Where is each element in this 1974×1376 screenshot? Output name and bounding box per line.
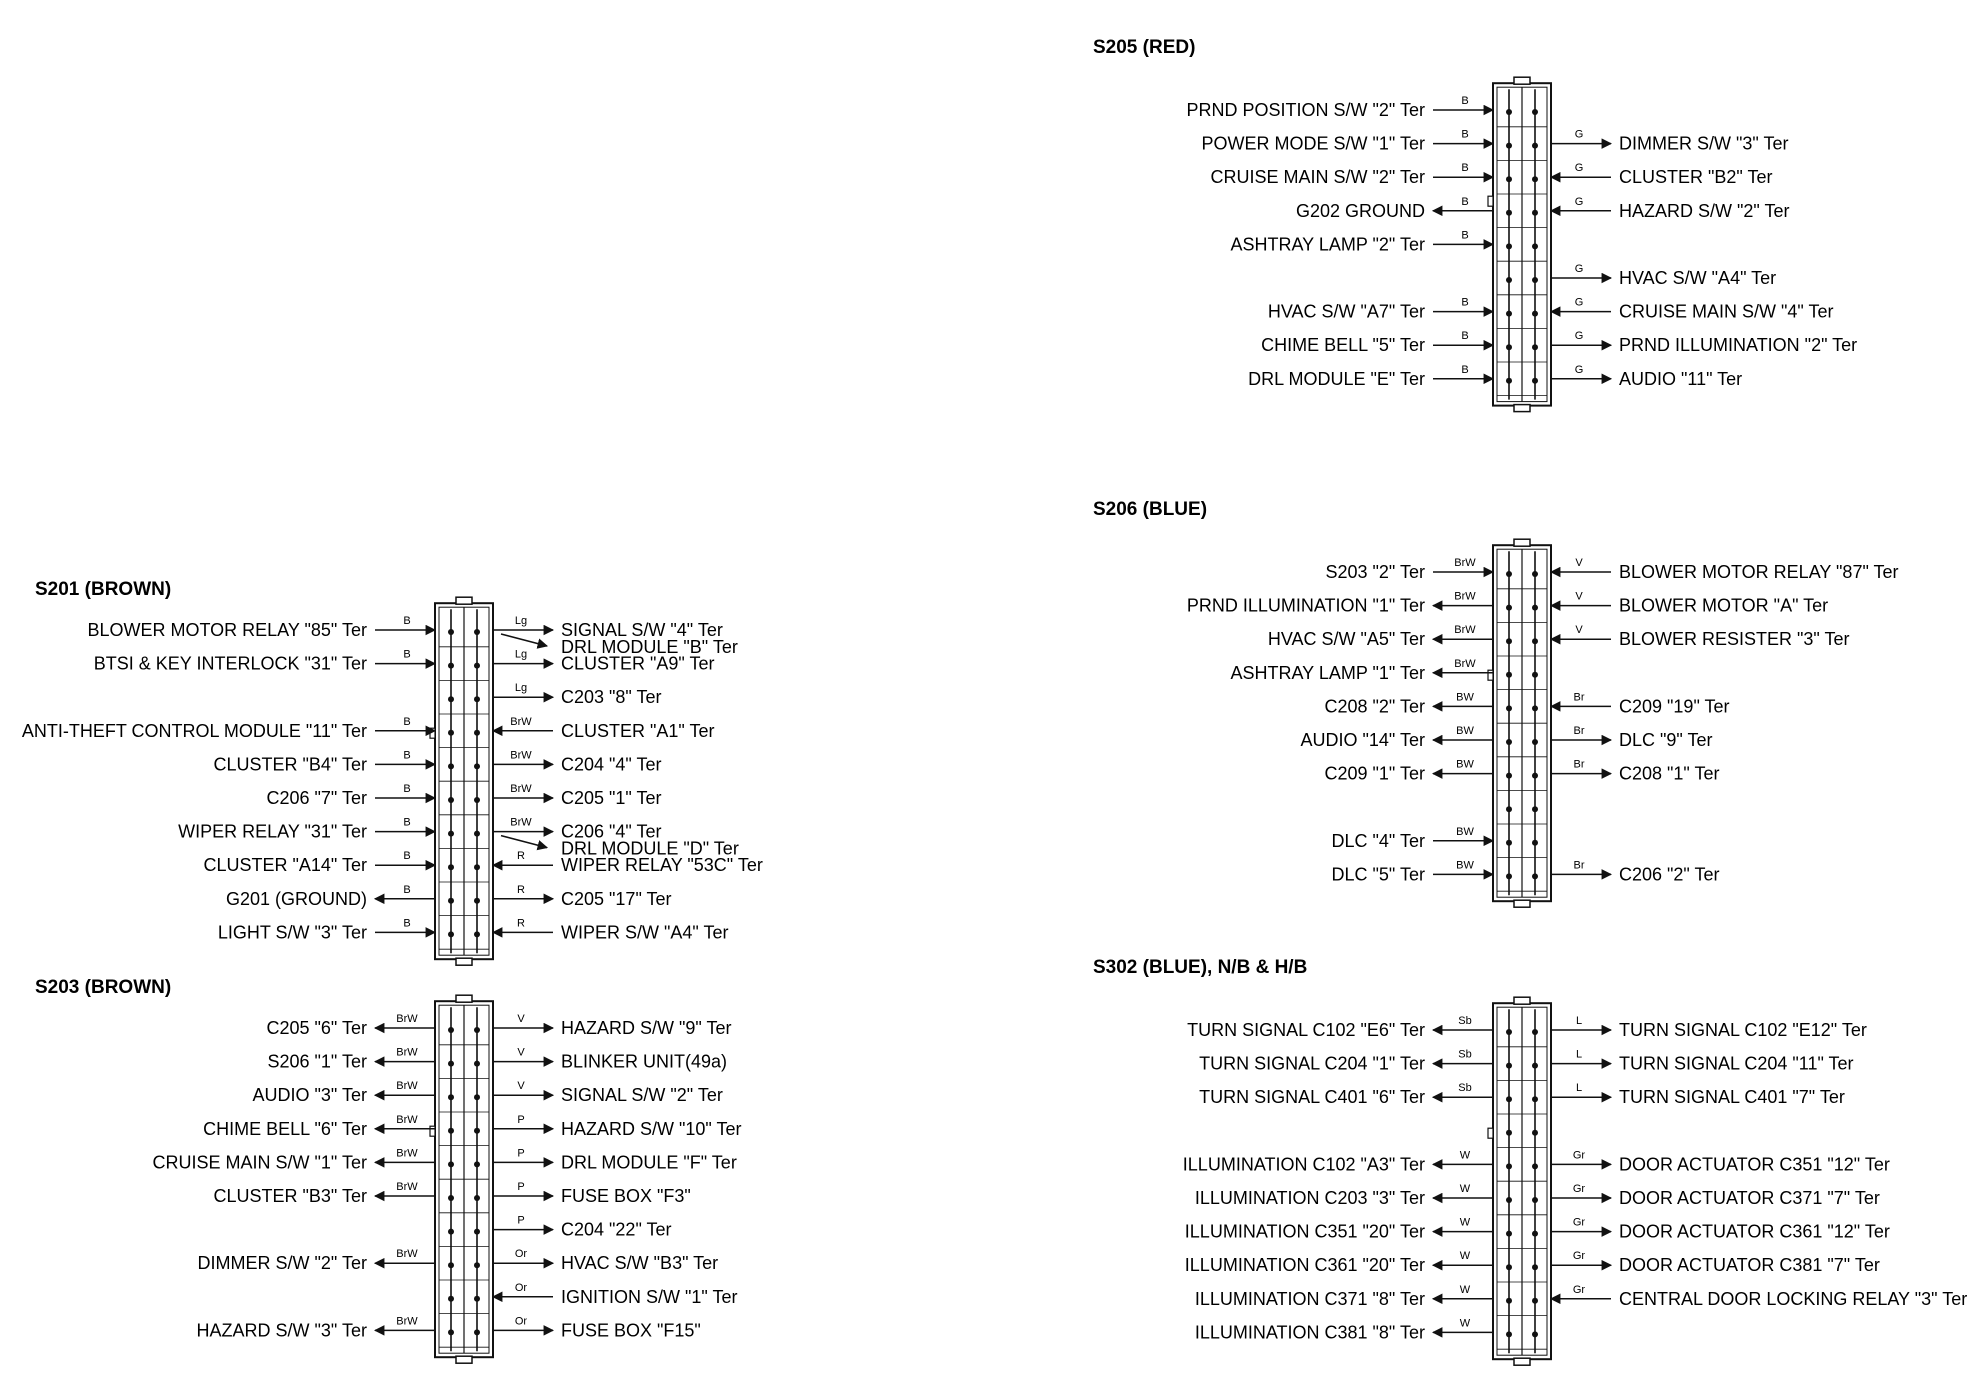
wire-destination-label: DOOR ACTUATOR C371 "7" Ter: [1619, 1188, 1880, 1208]
wire-left: [1195, 1317, 1493, 1342]
wire-branch-label: DRL MODULE "D" Ter: [561, 838, 739, 859]
wire-color-code: Sb: [1458, 1015, 1472, 1027]
wire-destination-label: CENTRAL DOOR LOCKING RELAY "3" Ter: [1619, 1288, 1968, 1309]
wire-destination-label: C209 "19" Ter: [1619, 696, 1730, 717]
wire-left: [1195, 1183, 1493, 1208]
wire-left: [266, 783, 435, 808]
wire-destination-label: TURN SIGNAL C102 "E6" Ter: [1187, 1020, 1425, 1040]
wire-right: [493, 1181, 691, 1206]
wire-destination-label: HVAC S/W "B3" Ter: [561, 1253, 719, 1274]
wire-color-code: BrW: [396, 1315, 418, 1328]
wire-right: [1551, 1149, 1890, 1174]
splice-s203: [35, 977, 741, 1363]
splice-title: S203 (BROWN): [35, 977, 172, 998]
wire-left: [1261, 330, 1493, 355]
wire-destination-label: TURN SIGNAL C204 "11" Ter: [1619, 1053, 1854, 1074]
wire-color-code: Sb: [1458, 1048, 1472, 1061]
wire-left: [253, 1080, 435, 1105]
wire-destination-label: BLINKER UNIT(49a): [561, 1051, 728, 1072]
wire-left: [1187, 1015, 1493, 1040]
wire-color-code: Br: [1573, 725, 1585, 737]
wire-color-code: R: [517, 917, 525, 930]
wire-right: [493, 1315, 701, 1340]
wire-destination-label: HAZARD S/W "9" Ter: [561, 1018, 732, 1038]
wire-color-code: V: [517, 1013, 525, 1025]
wire-destination-label: C204 "4" Ter: [561, 754, 662, 775]
wire-left: [1199, 1082, 1493, 1107]
wire-left: [87, 615, 435, 640]
wire-right: [1551, 691, 1730, 716]
wire-left: [1199, 1049, 1493, 1074]
wire-color-code: B: [1461, 95, 1469, 107]
wire-destination-label: CLUSTER "B4" Ter: [213, 754, 367, 775]
wire-color-code: B: [1461, 128, 1469, 141]
wire-color-code: V: [517, 1080, 525, 1093]
wire-color-code: W: [1459, 1216, 1471, 1229]
wire-right: [493, 716, 715, 741]
wire-destination-label: DOOR ACTUATOR C351 "12" Ter: [1619, 1154, 1890, 1175]
wire-color-code: B: [1461, 330, 1469, 343]
wire-left: [203, 1114, 435, 1139]
connector-body: [1488, 77, 1551, 411]
wire-right: [1551, 330, 1857, 355]
wire-left: [203, 850, 435, 875]
wire-right: [1551, 725, 1712, 750]
wire-left: [197, 1315, 435, 1340]
wire-destination-label: DLC "5" Ter: [1331, 864, 1425, 885]
wire-left: [1185, 1217, 1493, 1242]
wire-color-code: BrW: [1454, 624, 1476, 637]
wire-color-code: V: [1575, 624, 1583, 637]
wire-right: [1551, 1284, 1967, 1309]
wire-color-code: Gr: [1572, 1250, 1586, 1263]
wire-destination-label: C206 "2" Ter: [1619, 864, 1720, 885]
wire-right: [493, 1114, 741, 1139]
wire-color-code: BW: [1456, 758, 1474, 771]
wire-destination-label: C205 "6" Ter: [266, 1018, 367, 1038]
wire-destination-label: HAZARD S/W "2" Ter: [1619, 200, 1790, 221]
wire-color-code: Br: [1573, 758, 1585, 771]
wire-color-code: BrW: [396, 1046, 418, 1059]
wire-destination-label: CHIME BELL "5" Ter: [1261, 335, 1425, 356]
wire-color-code: Br: [1573, 691, 1585, 704]
wire-destination-label: HVAC S/W "A4" Ter: [1619, 268, 1777, 288]
wire-left: [1195, 1284, 1493, 1309]
wire-color-code: BrW: [396, 1080, 418, 1093]
wire-right: [493, 615, 738, 657]
wire-destination-label: PRND ILLUMINATION "2" Ter: [1619, 335, 1858, 356]
wire-left: [1202, 129, 1493, 154]
wire-color-code: BrW: [510, 816, 532, 829]
wire-destination-label: TURN SIGNAL C401 "7" Ter: [1619, 1087, 1845, 1108]
wire-color-code: P: [517, 1214, 525, 1227]
wire-color-code: Or: [514, 1315, 528, 1328]
wire-destination-label: CLUSTER "B2" Ter: [1619, 167, 1773, 188]
wire-left: [1325, 557, 1493, 582]
wire-color-code: B: [403, 816, 411, 829]
wire-color-code: Br: [1573, 859, 1585, 872]
connector-body: [1488, 539, 1551, 907]
wire-color-code: P: [517, 1113, 525, 1126]
wire-destination-label: CLUSTER "A1" Ter: [561, 720, 715, 741]
wire-destination-label: C204 "22" Ter: [561, 1219, 672, 1240]
wire-right: [1551, 297, 1833, 322]
wire-destination-label: CRUISE MAIN S/W "2" Ter: [1210, 167, 1425, 188]
wire-destination-label: HAZARD S/W "3" Ter: [196, 1320, 367, 1341]
wire-right: [1551, 162, 1773, 187]
wire-left: [214, 749, 436, 774]
wire-right: [493, 1013, 731, 1038]
wire-destination-label: DLC "4" Ter: [1331, 830, 1425, 851]
wire-color-code: BrW: [1454, 590, 1476, 603]
wire-destination-label: PRND ILLUMINATION "1" Ter: [1186, 595, 1425, 616]
wire-destination-label: BTSI & KEY INTERLOCK "31" Ter: [93, 653, 367, 674]
wire-left: [266, 1013, 435, 1038]
wire-destination-label: C206 "7" Ter: [266, 788, 367, 808]
splice-s206: [1093, 499, 1899, 907]
wire-color-code: B: [403, 648, 411, 661]
wire-color-code: V: [517, 1046, 525, 1059]
wire-color-code: W: [1459, 1250, 1471, 1263]
splice-title: S302 (BLUE), N/B & H/B: [1093, 957, 1308, 978]
wire-color-code: B: [403, 917, 411, 930]
wire-branch-label: DRL MODULE "B" Ter: [561, 637, 738, 657]
wire-color-code: B: [1461, 363, 1469, 376]
wire-destination-label: ILLUMINATION C361 "20" Ter: [1184, 1255, 1425, 1276]
wire-color-code: BW: [1456, 825, 1474, 838]
wire-color-code: V: [1575, 590, 1583, 603]
wire-color-code: B: [403, 883, 411, 896]
wire-left: [1301, 725, 1494, 750]
wire-destination-label: BLOWER MOTOR RELAY "87" Ter: [1619, 562, 1899, 582]
wire-left: [1183, 1149, 1493, 1174]
splice-title: S205 (RED): [1093, 37, 1196, 58]
wire-right: [1551, 1015, 1867, 1040]
wire-color-code: G: [1574, 263, 1584, 275]
wire-destination-label: G202 GROUND: [1295, 200, 1425, 221]
wire-right: [493, 749, 662, 774]
wire-color-code: Sb: [1458, 1082, 1472, 1095]
wire-right: [1551, 1082, 1845, 1107]
wire-color-code: Gr: [1572, 1149, 1586, 1162]
wire-right: [1551, 859, 1720, 884]
wire-destination-label: TURN SIGNAL C204 "1" Ter: [1199, 1053, 1425, 1074]
wire-right: [1551, 196, 1789, 221]
wire-color-code: B: [403, 615, 411, 627]
wire-destination-label: C208 "2" Ter: [1324, 696, 1425, 717]
wire-color-code: W: [1459, 1183, 1471, 1195]
wire-right: [493, 884, 672, 909]
wire-destination-label: DOOR ACTUATOR C381 "7" Ter: [1619, 1255, 1880, 1276]
wire-color-code: L: [1575, 1048, 1583, 1061]
wire-color-code: L: [1575, 1082, 1583, 1095]
wire-right: [493, 1215, 672, 1240]
wire-right: [493, 1080, 723, 1105]
wire-right: [1551, 129, 1788, 154]
wire-color-code: G: [1574, 330, 1584, 343]
wire-destination-label: AUDIO "11" Ter: [1619, 368, 1743, 389]
wire-color-code: B: [1461, 229, 1469, 242]
wire-destination-label: AUDIO "3" Ter: [252, 1085, 367, 1106]
wire-destination-label: IGNITION S/W "1" Ter: [561, 1286, 738, 1307]
wire-destination-label: C205 "1" Ter: [561, 788, 662, 808]
wire-destination-label: FUSE BOX "F3": [561, 1186, 691, 1206]
wire-destination-label: HVAC S/W "A7" Ter: [1267, 301, 1425, 322]
wire-color-code: R: [517, 850, 525, 863]
wire-left: [153, 1147, 435, 1172]
wire-color-code: G: [1574, 195, 1584, 208]
wire-color-code: BrW: [510, 783, 532, 795]
wire-right: [493, 783, 662, 808]
wire-right: [1551, 364, 1742, 389]
wire-destination-label: TURN SIGNAL C102 "E12" Ter: [1619, 1020, 1867, 1040]
wire-color-code: W: [1459, 1317, 1471, 1330]
wire-destination-label: CLUSTER "B3" Ter: [213, 1186, 367, 1206]
wire-left: [1324, 691, 1493, 716]
wire-left: [1230, 229, 1493, 254]
wire-destination-label: G201 (GROUND): [225, 888, 367, 909]
wire-destination-label: BLOWER RESISTER "3" Ter: [1619, 629, 1850, 650]
wire-color-code: Lg: [514, 648, 528, 661]
wire-destination-label: ASHTRAY LAMP "1" Ter: [1230, 662, 1425, 683]
wire-color-code: B: [403, 715, 411, 728]
wire-left: [1268, 297, 1493, 322]
wire-destination-label: DRL MODULE "F" Ter: [561, 1152, 737, 1173]
wire-color-code: G: [1574, 296, 1584, 309]
wire-color-code: G: [1574, 162, 1584, 175]
wire-destination-label: C208 "1" Ter: [1619, 763, 1720, 784]
wire-left: [1268, 624, 1493, 649]
wire-left: [226, 884, 435, 909]
wire-color-code: B: [1461, 296, 1469, 309]
wire-destination-label: ILLUMINATION C381 "8" Ter: [1194, 1322, 1425, 1343]
wire-color-code: BrW: [396, 1147, 418, 1160]
wire-color-code: Gr: [1572, 1216, 1586, 1229]
wire-destination-label: S203 "2" Ter: [1325, 562, 1425, 582]
wire-right: [1551, 1250, 1880, 1275]
wire-right: [493, 682, 662, 707]
wire-color-code: L: [1575, 1015, 1583, 1027]
wire-destination-label: SIGNAL S/W "2" Ter: [561, 1085, 723, 1106]
wire-destination-label: ASHTRAY LAMP "2" Ter: [1230, 234, 1425, 255]
wire-color-code: Or: [514, 1281, 528, 1294]
wire-right: [493, 1248, 718, 1273]
wire-destination-label: ILLUMINATION C102 "A3" Ter: [1182, 1154, 1425, 1175]
splice-title: S206 (BLUE): [1093, 499, 1208, 520]
wire-color-code: B: [403, 850, 411, 863]
wire-right: [1551, 557, 1899, 582]
wire-destination-label: HAZARD S/W "10" Ter: [561, 1118, 742, 1139]
wire-destination-label: CLUSTER "A14" Ter: [203, 855, 367, 876]
wire-color-code: BrW: [1454, 657, 1476, 670]
wire-color-code: B: [403, 783, 411, 795]
wire-destination-label: LIGHT S/W "3" Ter: [217, 922, 367, 943]
wire-color-code: BrW: [396, 1248, 418, 1261]
wire-left: [1211, 162, 1493, 187]
wire-right: [1551, 1217, 1890, 1242]
wire-destination-label: WIPER RELAY "53C" Ter: [561, 855, 763, 876]
wire-right: [493, 817, 739, 859]
wire-color-code: V: [1575, 557, 1583, 569]
wire-right: [1551, 591, 1828, 616]
wire-color-code: G: [1574, 128, 1584, 141]
wire-destination-label: C206 "4" Ter: [561, 821, 662, 842]
wire-color-code: BW: [1456, 691, 1474, 704]
splice-s201: [22, 579, 763, 965]
wire-destination-label: DOOR ACTUATOR C361 "12" Ter: [1619, 1221, 1890, 1242]
wire-destination-label: PRND POSITION S/W "2" Ter: [1186, 100, 1425, 120]
wire-destination-label: CRUISE MAIN S/W "1" Ter: [152, 1152, 367, 1173]
wire-right: [1551, 263, 1776, 288]
wire-left: [1324, 759, 1493, 784]
wire-destination-label: ILLUMINATION C203 "3" Ter: [1194, 1188, 1425, 1208]
splice-s205: [1093, 37, 1857, 412]
wire-left: [1332, 859, 1493, 884]
wire-color-code: Gr: [1572, 1283, 1586, 1296]
wire-left: [1230, 658, 1493, 683]
wire-destination-label: DIMMER S/W "3" Ter: [1619, 133, 1789, 154]
wire-right: [493, 1282, 737, 1307]
wire-color-code: Gr: [1572, 1183, 1586, 1195]
wire-destination-label: CLUSTER "A9" Ter: [561, 653, 715, 674]
wire-destination-label: DRL MODULE "E" Ter: [1248, 368, 1425, 389]
wire-destination-label: ILLUMINATION C351 "20" Ter: [1184, 1221, 1425, 1242]
wire-destination-label: C209 "1" Ter: [1324, 763, 1425, 784]
wire-left: [94, 649, 435, 674]
wire-left: [1187, 95, 1493, 120]
connector-body: [430, 995, 493, 1363]
wire-right: [493, 917, 728, 942]
wire-destination-label: CRUISE MAIN S/W "4" Ter: [1619, 301, 1834, 322]
wire-left: [218, 917, 435, 942]
wire-right: [1551, 1049, 1854, 1074]
splice-title: S201 (BROWN): [35, 579, 172, 600]
wire-destination-label: C205 "17" Ter: [561, 888, 672, 909]
wire-right: [1551, 624, 1850, 649]
wire-left: [214, 1181, 436, 1206]
wire-left: [1248, 364, 1493, 389]
wire-color-code: BrW: [396, 1113, 418, 1126]
wire-color-code: BW: [1456, 725, 1474, 737]
wire-color-code: B: [1461, 162, 1469, 175]
wire-destination-label: TURN SIGNAL C401 "6" Ter: [1199, 1087, 1425, 1108]
wire-color-code: Lg: [514, 682, 528, 695]
wire-color-code: B: [1461, 195, 1469, 208]
wire-left: [1296, 196, 1493, 221]
wire-color-code: BrW: [396, 1181, 418, 1193]
wire-destination-label: FUSE BOX "F15": [561, 1320, 701, 1341]
wire-destination-label: WIPER S/W "A4" Ter: [561, 922, 729, 943]
wire-destination-label: S206 "1" Ter: [267, 1051, 367, 1072]
wire-destination-label: BLOWER MOTOR "A" Ter: [1619, 595, 1829, 616]
wire-color-code: Lg: [514, 615, 528, 627]
wire-destination-label: WIPER RELAY "31" Ter: [178, 821, 367, 842]
wire-color-code: BrW: [510, 749, 532, 762]
wire-color-code: G: [1574, 363, 1584, 376]
wire-left: [1185, 1250, 1493, 1275]
wire-left: [267, 1047, 435, 1072]
connector-body: [430, 597, 493, 965]
wire-destination-label: DIMMER S/W "2" Ter: [197, 1253, 367, 1274]
wire-destination-label: DLC "9" Ter: [1619, 730, 1713, 750]
wire-right: [1551, 759, 1720, 784]
branch-wire-arrow: [501, 634, 547, 646]
wire-destination-label: HVAC S/W "A5" Ter: [1267, 629, 1425, 650]
wire-destination-label: C203 "8" Ter: [561, 687, 662, 708]
wire-destination-label: ANTI-THEFT CONTROL MODULE "11" Ter: [21, 720, 367, 741]
wire-color-code: P: [517, 1147, 525, 1160]
wire-right: [493, 1047, 727, 1072]
splice-s302: [1093, 957, 1967, 1365]
wire-color-code: W: [1459, 1149, 1471, 1162]
wire-color-code: BrW: [1454, 557, 1476, 569]
wire-left: [178, 817, 435, 842]
wire-destination-label: SIGNAL S/W "4" Ter: [561, 620, 723, 640]
wire-left: [22, 716, 435, 741]
wire-destination-label: AUDIO "14" Ter: [1300, 730, 1425, 750]
wire-color-code: P: [517, 1181, 525, 1193]
wire-destination-label: ILLUMINATION C371 "8" Ter: [1194, 1288, 1425, 1309]
wire-color-code: B: [403, 749, 411, 762]
wire-destination-label: POWER MODE S/W "1" Ter: [1201, 133, 1425, 154]
branch-wire-arrow: [501, 836, 547, 848]
wire-color-code: BrW: [510, 715, 532, 728]
wire-right: [493, 1147, 737, 1172]
connector-body: [1488, 997, 1551, 1365]
wire-left: [1332, 826, 1493, 851]
wire-color-code: R: [517, 883, 525, 896]
wire-right: [1551, 1183, 1880, 1208]
wire-left: [198, 1248, 435, 1273]
wire-color-code: W: [1459, 1283, 1471, 1296]
wire-color-code: BW: [1456, 859, 1474, 872]
wire-destination-label: CHIME BELL "6" Ter: [203, 1118, 367, 1139]
wire-destination-label: BLOWER MOTOR RELAY "85" Ter: [87, 620, 367, 640]
wire-color-code: Or: [514, 1248, 528, 1261]
wire-color-code: BrW: [396, 1013, 418, 1025]
wire-left: [1187, 591, 1493, 616]
